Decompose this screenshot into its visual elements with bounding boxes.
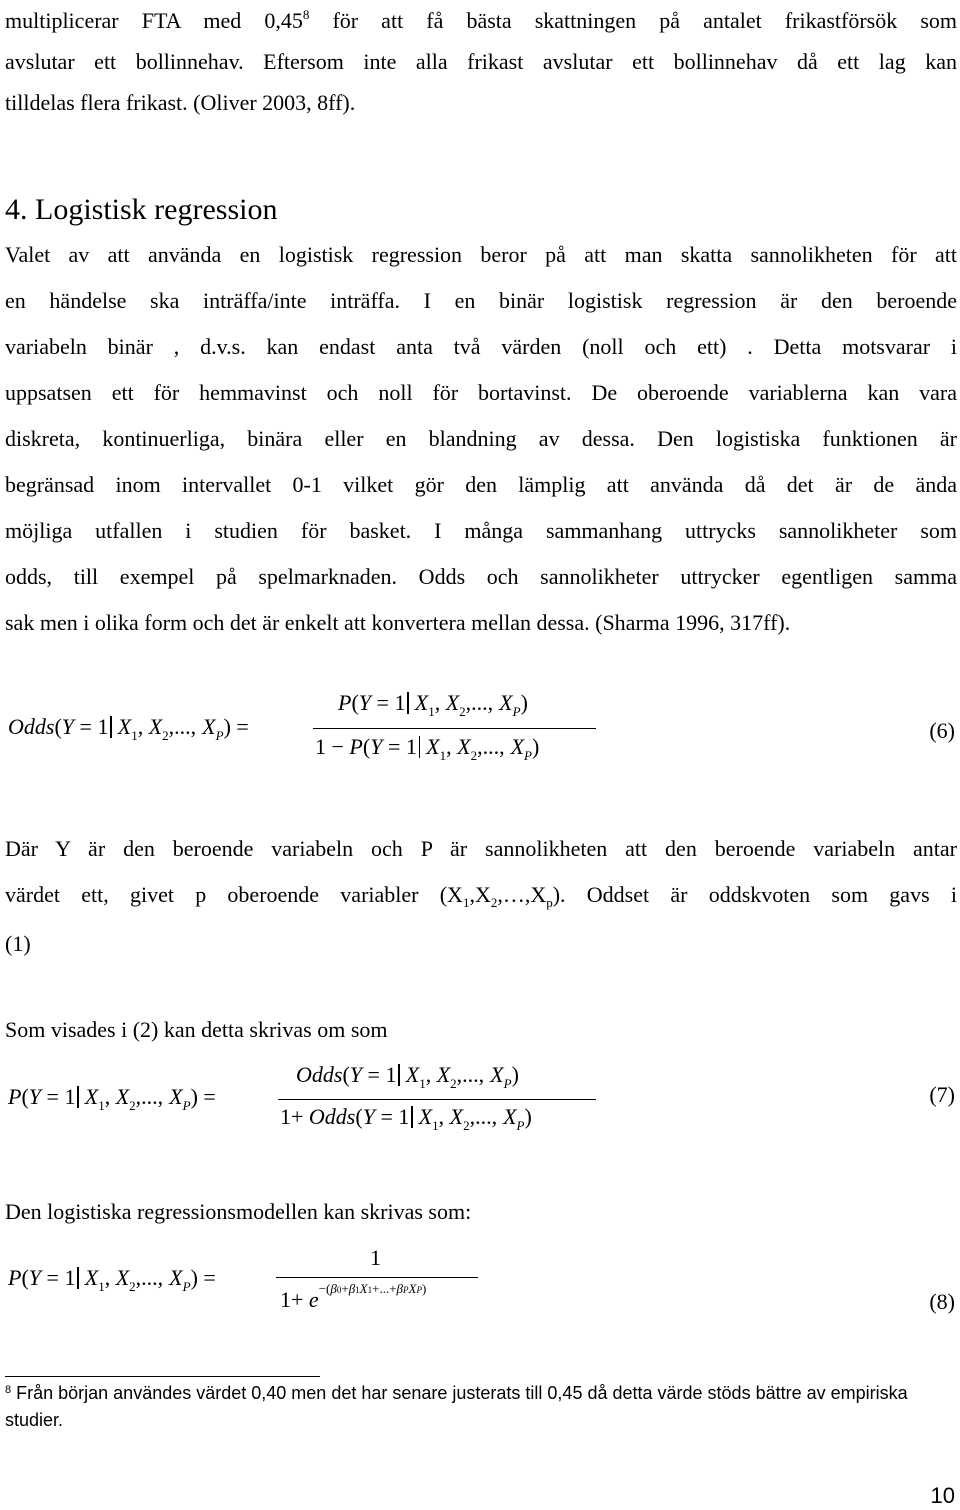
paragraph-line: diskreta, kontinuerliga, binära eller en blandning av dessa. Den logistiska funktionen är — [5, 426, 957, 451]
equation-lhs: Odds(Y = 1 $X_1$, $X_2$,..., $X_P$) = — [8, 714, 249, 743]
footnote — [5, 1380, 945, 1434]
paragraph-line: variabeln binär , d.v.s. kan endast anta två värden (noll och ett) . Detta motsvarar i — [5, 334, 957, 359]
paragraph-line: Valet av att använda en logistisk regression beror på att man skatta sannolikheten för att — [5, 242, 957, 267]
text-run: för att få bästa skattningen på antalet frikastförsök som — [309, 8, 957, 33]
exponent: −(β0+β1X1+...+βPXP) — [318, 1281, 427, 1296]
paragraph-line: odds, till exempel på spelmarknaden. Odds och sannolikheter uttrycker egentligen samma — [5, 564, 957, 589]
opening-paragraph — [5, 0, 957, 123]
paragraph-line: begränsad inom intervallet 0-1 vilket gör den lämplig att använda då det är de ända — [5, 472, 957, 497]
equation-8 — [0, 1245, 960, 1335]
equation-lhs: P(Y = 1 $X_1$, $X_2$,..., $X_P$) = — [8, 1265, 216, 1294]
equation-6 — [0, 690, 960, 770]
equation-lhs: P(Y = 1 $X_1$, $X_2$,..., $X_P$) = — [8, 1084, 216, 1113]
equation-number: (8) — [929, 1289, 955, 1314]
explanation-paragraph — [5, 826, 957, 967]
section-paragraph — [5, 232, 957, 646]
fraction-bar — [278, 1099, 596, 1100]
equation-numerator: Odds(Y = 1 $X_1$, $X_2$,..., $X_P$) — [296, 1062, 519, 1091]
paragraph-line — [5, 0, 957, 41]
paragraph-line: sak men i olika form och det är enkelt att konvertera mellan dessa. (Sharma 1996, 317ff). — [5, 610, 791, 635]
paragraph-line: Där Y är den beroende variabeln och P är sannolikheten att den beroende variabeln antar — [5, 836, 957, 861]
footnote-separator — [5, 1376, 320, 1377]
text-run: multiplicerar FTA med 0,45 — [5, 8, 303, 33]
paragraph-line: en händelse ska inträffa/inte inträffa. I en binär logistisk regression är den beroende — [5, 288, 957, 313]
equation-numerator: P(Y = 1 $X_1$, $X_2$,..., $X_P$) — [338, 690, 528, 719]
equation-number: (6) — [929, 718, 955, 743]
footnote-text: Från början användes värdet 0,40 men det har senare justerats till 0,45 då detta värde stöds bättre av empiriska studier. — [5, 1383, 908, 1430]
paragraph-line: tilldelas flera frikast. (Oliver 2003, 8ff). — [5, 90, 356, 115]
paragraph-line: uppsatsen ett för hemmavinst och noll för bortavinst. De oberoende variablerna kan vara — [5, 380, 957, 405]
paragraph-line: (1) — [5, 931, 31, 956]
fraction-bar — [313, 728, 596, 729]
paragraph-line: värdet ett, givet p oberoende variabler $(X_1,X_2,\dots,X_p)$. Oddset är oddskvoten som gavs i — [5, 882, 957, 910]
footnote-mark: 8 — [5, 1384, 12, 1396]
paragraph-line: möjliga utfallen i studien för basket. I många sammanhang uttrycks sannolikheter som — [5, 518, 957, 543]
equation-denominator: $1+ e^{-(\beta 0+\beta 1X1+...+\beta PXP)}$ — [280, 1281, 427, 1312]
fraction-bar — [276, 1277, 478, 1278]
equation-7 — [0, 1062, 960, 1142]
section-heading: 4. Logistisk regression — [5, 193, 278, 226]
equation-denominator: 1+ Odds(Y = 1 $X_1$, $X_2$,..., $X_P$) — [280, 1104, 532, 1133]
intro-line-eq8: Den logistiska regressionsmodellen kan skrivas som: — [5, 1199, 472, 1224]
page-number: 10 — [930, 1483, 955, 1508]
equation-numerator: 1 — [370, 1245, 381, 1270]
footnote-reference[interactable]: 8 — [302, 7, 310, 22]
intro-line-eq7: Som visades i (2) kan detta skrivas om som — [5, 1017, 388, 1042]
paragraph-line: avslutar ett bollinnehav. Eftersom inte alla frikast avslutar ett bollinnehav då ett lag kan — [5, 49, 957, 74]
equation-denominator: 1 − P(Y = 1 $X_1$, $X_2$,..., $X_P$) — [315, 734, 540, 763]
equation-number: (7) — [929, 1082, 955, 1107]
